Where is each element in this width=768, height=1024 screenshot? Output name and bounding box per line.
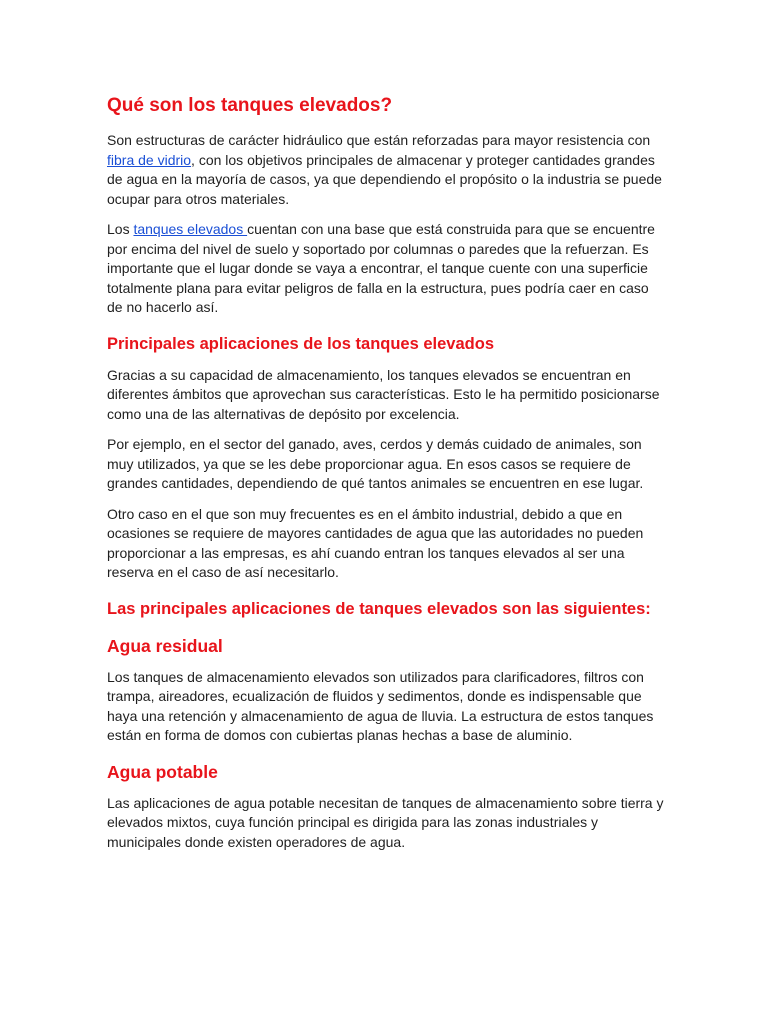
intro-p2-text-before: Los — [107, 221, 134, 237]
section1-paragraph-3: Otro caso en el que son muy frecuentes es en el ámbito industrial, debido a que en ocasiones se requiere de mayores cantidades de agua que las autoridades no pueden proporcionar a las empresas, es ahí cuando entran los tanques elevados al ser una reserva en el caso de así necesitarlo. — [107, 505, 644, 580]
intro-p2-text-after: cuentan con una base que está construida para que se encuentre por encima del nivel de suelo y soportado por columnas o paredes que la refuerzan. Es importante que el lugar donde se vaya a encontrar, el tanque cuente con una superficie totalmente plana para evitar peligros de falla en la estructura, pues podría caer en caso de no hacerlo así. — [107, 221, 655, 315]
section1-paragraph-2: Por ejemplo, en el sector del ganado, aves, cerdos y demás cuidado de animales, son muy utilizados, ya que se les debe proporcionar agua. En esos casos se requiere de grandes cantidades, dependiendo de qué tantos animales se encuentren en ese lugar. — [107, 436, 644, 491]
subheading-agua-potable: Agua potable — [107, 761, 218, 782]
section-heading-aplicaciones-siguientes: Las principales aplicaciones de tanques elevados son las siguientes: — [107, 599, 651, 618]
document-content — [107, 92, 667, 863]
tanques-elevados-link[interactable]: tanques elevados — [133, 221, 248, 237]
intro-p1-text-before: Son estructuras de carácter hidráulico que están reforzadas para mayor resistencia con — [107, 132, 651, 148]
fibra-de-vidrio-link[interactable]: fibra de vidrio — [107, 151, 192, 168]
subheading-agua-residual: Agua residual — [107, 635, 223, 656]
intro-paragraph-2 — [107, 220, 667, 318]
page-title: Qué son los tanques elevados? — [107, 95, 393, 116]
intro-p1-text-after: , con los objetivos principales de almacenar y proteger cantidades grandes de agua en la mayoría de casos, ya que dependiendo el propósito o la industria se puede ocupar para otros materiales. — [107, 151, 662, 207]
agua-residual-paragraph: Los tanques de almacenamiento elevados son utilizados para clarificadores, filtros con trampa, aireadores, ecualización de fluidos y sedimentos, donde es indispensable que haya una retención y almacenamiento de agua de lluvia. La estructura de estos tanques están en forma de domos con cubiertas planas hechas a base de aluminio. — [107, 668, 654, 743]
agua-potable-paragraph: Las aplicaciones de agua potable necesitan de tanques de almacenamiento sobre tierra y elevados mixtos, cuya función principal es dirigida para las zonas industriales y municipales donde existen operadores de agua. — [107, 794, 664, 850]
section1-paragraph-1: Gracias a su capacidad de almacenamiento, los tanques elevados se encuentran en diferentes ámbitos que aprovechan sus características. Esto le ha permitido posicionarse como una de las alternativas de depósito por excelencia. — [107, 366, 660, 422]
section-heading-principales-aplicaciones: Principales aplicaciones de los tanques elevados — [107, 334, 494, 353]
intro-paragraph-1 — [107, 131, 667, 209]
